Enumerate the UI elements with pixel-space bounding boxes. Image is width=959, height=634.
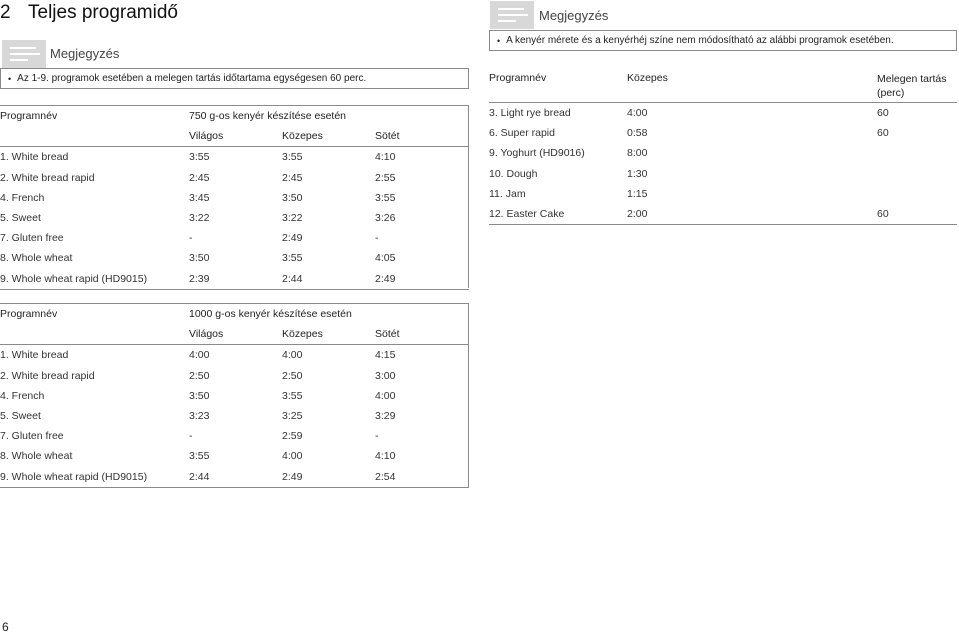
time-cell: 1:30: [627, 167, 648, 180]
table-row: [0, 269, 469, 290]
table-other-programs: [489, 66, 957, 225]
col-light: Világos: [189, 126, 282, 147]
program-cell: 2. White bread rapid: [0, 369, 95, 382]
time-cell: 3:55: [375, 191, 396, 204]
program-cell: 11. Jam: [489, 187, 526, 200]
program-cell: 12. Easter Cake: [489, 204, 627, 225]
time-cell: 3:22: [282, 212, 303, 225]
time-cell: 3:55: [189, 151, 210, 164]
time-cell: 3:50: [189, 252, 210, 265]
time-cell: -: [189, 232, 193, 245]
table-row: [0, 386, 469, 406]
time-cell: 2:39: [189, 269, 282, 290]
time-cell: -: [375, 430, 379, 443]
time-cell: 3:23: [189, 410, 210, 423]
keep-warm-cell: [877, 143, 957, 163]
note-right-label: Megjegyzés: [539, 8, 609, 23]
time-cell: 2:50: [282, 369, 303, 382]
program-header: Programnév: [0, 106, 189, 127]
note-left-box: [0, 68, 469, 89]
time-cell: 8:00: [627, 147, 648, 160]
program-header: Programnév: [489, 66, 627, 103]
time-cell: 4:00: [189, 349, 210, 362]
note-right-text: A kenyér mérete és a kenyérhéj színe nem módosítható az alábbi programok esetében.: [506, 35, 894, 46]
program-cell: 6. Super rapid: [489, 127, 555, 140]
note-left-text: Az 1-9. programok esetében a melegen tartás időtartama egységesen 60 perc.: [17, 73, 367, 84]
bullet-icon: •: [8, 73, 12, 84]
time-cell: -: [189, 430, 193, 443]
table-row: [0, 345, 469, 366]
time-cell: 4:05: [375, 252, 396, 265]
table-border: [468, 105, 469, 288]
table-row: [0, 426, 469, 446]
time-cell: 3:00: [375, 369, 396, 382]
time-cell: 2:45: [189, 171, 210, 184]
table-row: [0, 366, 469, 386]
time-cell: 1:15: [627, 187, 648, 200]
table-row: [489, 184, 957, 204]
time-cell: 4:10: [375, 151, 396, 164]
col-light: Világos: [189, 324, 282, 345]
time-cell: 2:55: [375, 171, 396, 184]
table-row: [0, 467, 469, 488]
program-cell: 7. Gluten free: [0, 430, 64, 443]
col-keep-warm: [877, 66, 957, 103]
program-cell: 8. Whole wheat: [0, 450, 73, 463]
program-cell: 4. French: [0, 389, 45, 402]
section-number: 2: [0, 2, 11, 23]
time-cell: 3:22: [189, 212, 210, 225]
time-cell: 4:10: [375, 450, 396, 463]
col-medium: Közepes: [282, 324, 375, 345]
time-cell: 4:15: [375, 349, 396, 362]
table-row: [0, 168, 469, 188]
table-row: [489, 143, 957, 163]
time-cell: 3:55: [189, 450, 210, 463]
group-header: 750 g-os kenyér készítése esetén: [189, 106, 469, 127]
table-row: [489, 103, 957, 124]
time-cell: 3:26: [375, 212, 396, 225]
time-cell: 3:45: [189, 191, 210, 204]
page-title: [0, 2, 178, 24]
time-cell: 3:50: [282, 191, 303, 204]
col-dark: Sötét: [375, 324, 469, 345]
table-border: [468, 303, 469, 488]
col-medium: Közepes: [627, 66, 877, 103]
col-dark: Sötét: [375, 126, 469, 147]
time-cell: 4:00: [282, 349, 303, 362]
group-header: 1000 g-os kenyér készítése esetén: [189, 304, 469, 325]
program-cell: 9. Yoghurt (HD9016): [489, 147, 585, 160]
time-cell: 2:49: [375, 269, 469, 290]
section-title: Teljes programidő: [28, 2, 178, 23]
program-cell: 10. Dough: [489, 167, 538, 180]
col-medium: Közepes: [282, 126, 375, 147]
time-cell: 3:55: [282, 389, 303, 402]
time-cell: 4:00: [627, 107, 648, 120]
program-cell: 5. Sweet: [0, 410, 41, 423]
table-row: [0, 208, 469, 228]
bullet-icon: •: [497, 35, 501, 46]
time-cell: 2:44: [189, 467, 282, 488]
time-cell: 2:59: [282, 430, 303, 443]
table-row: [0, 406, 469, 426]
table-row: [489, 123, 957, 143]
program-header: Programnév: [0, 304, 189, 325]
program-cell: 7. Gluten free: [0, 232, 64, 245]
table-750g: [0, 105, 469, 290]
table-row: [0, 248, 469, 268]
time-cell: 2:49: [282, 232, 303, 245]
program-cell: 2. White bread rapid: [0, 171, 95, 184]
page-number: 6: [2, 620, 9, 634]
time-cell: 3:29: [375, 410, 396, 423]
time-cell: 3:55: [282, 252, 303, 265]
program-cell: 8. Whole wheat: [0, 252, 73, 265]
time-cell: 2:50: [189, 369, 210, 382]
note-left-label: Megjegyzés: [50, 46, 120, 61]
time-cell: 2:49: [282, 467, 375, 488]
note-right-box: [489, 30, 957, 51]
time-cell: -: [375, 232, 379, 245]
table-row: [0, 446, 469, 466]
time-cell: 4:00: [375, 389, 396, 402]
table-row: [489, 164, 957, 184]
keep-warm-cell: [877, 164, 957, 184]
note-icon: [2, 40, 46, 68]
time-cell: 2:45: [282, 171, 303, 184]
time-cell: 2:54: [375, 467, 469, 488]
time-cell: 3:55: [282, 151, 303, 164]
program-cell: 4. French: [0, 191, 45, 204]
table-row: [489, 204, 957, 225]
program-cell: 3. Light rye bread: [489, 107, 571, 120]
time-cell: 3:50: [189, 389, 210, 402]
time-cell: 3:25: [282, 410, 303, 423]
keep-warm-cell: 60: [877, 204, 957, 225]
keep-warm-label: Melegen tartás: [877, 73, 947, 85]
time-cell: 2:00: [627, 204, 877, 225]
program-cell: 9. Whole wheat rapid (HD9015): [0, 269, 189, 290]
program-cell: 1. White bread: [0, 151, 69, 164]
table-row: [0, 188, 469, 208]
table-row: [0, 228, 469, 248]
program-cell: 5. Sweet: [0, 212, 41, 225]
time-cell: 4:00: [282, 450, 303, 463]
program-cell: 1. White bread: [0, 349, 69, 362]
keep-warm-cell: 60: [877, 107, 889, 120]
table-row: [0, 147, 469, 168]
keep-warm-cell: [877, 184, 957, 204]
note-icon: [490, 1, 534, 29]
keep-warm-unit: (perc): [877, 87, 905, 99]
keep-warm-cell: 60: [877, 127, 889, 140]
time-cell: 0:58: [627, 127, 648, 140]
table-1000g: [0, 303, 469, 488]
program-cell: 9. Whole wheat rapid (HD9015): [0, 467, 189, 488]
time-cell: 2:44: [282, 269, 375, 290]
